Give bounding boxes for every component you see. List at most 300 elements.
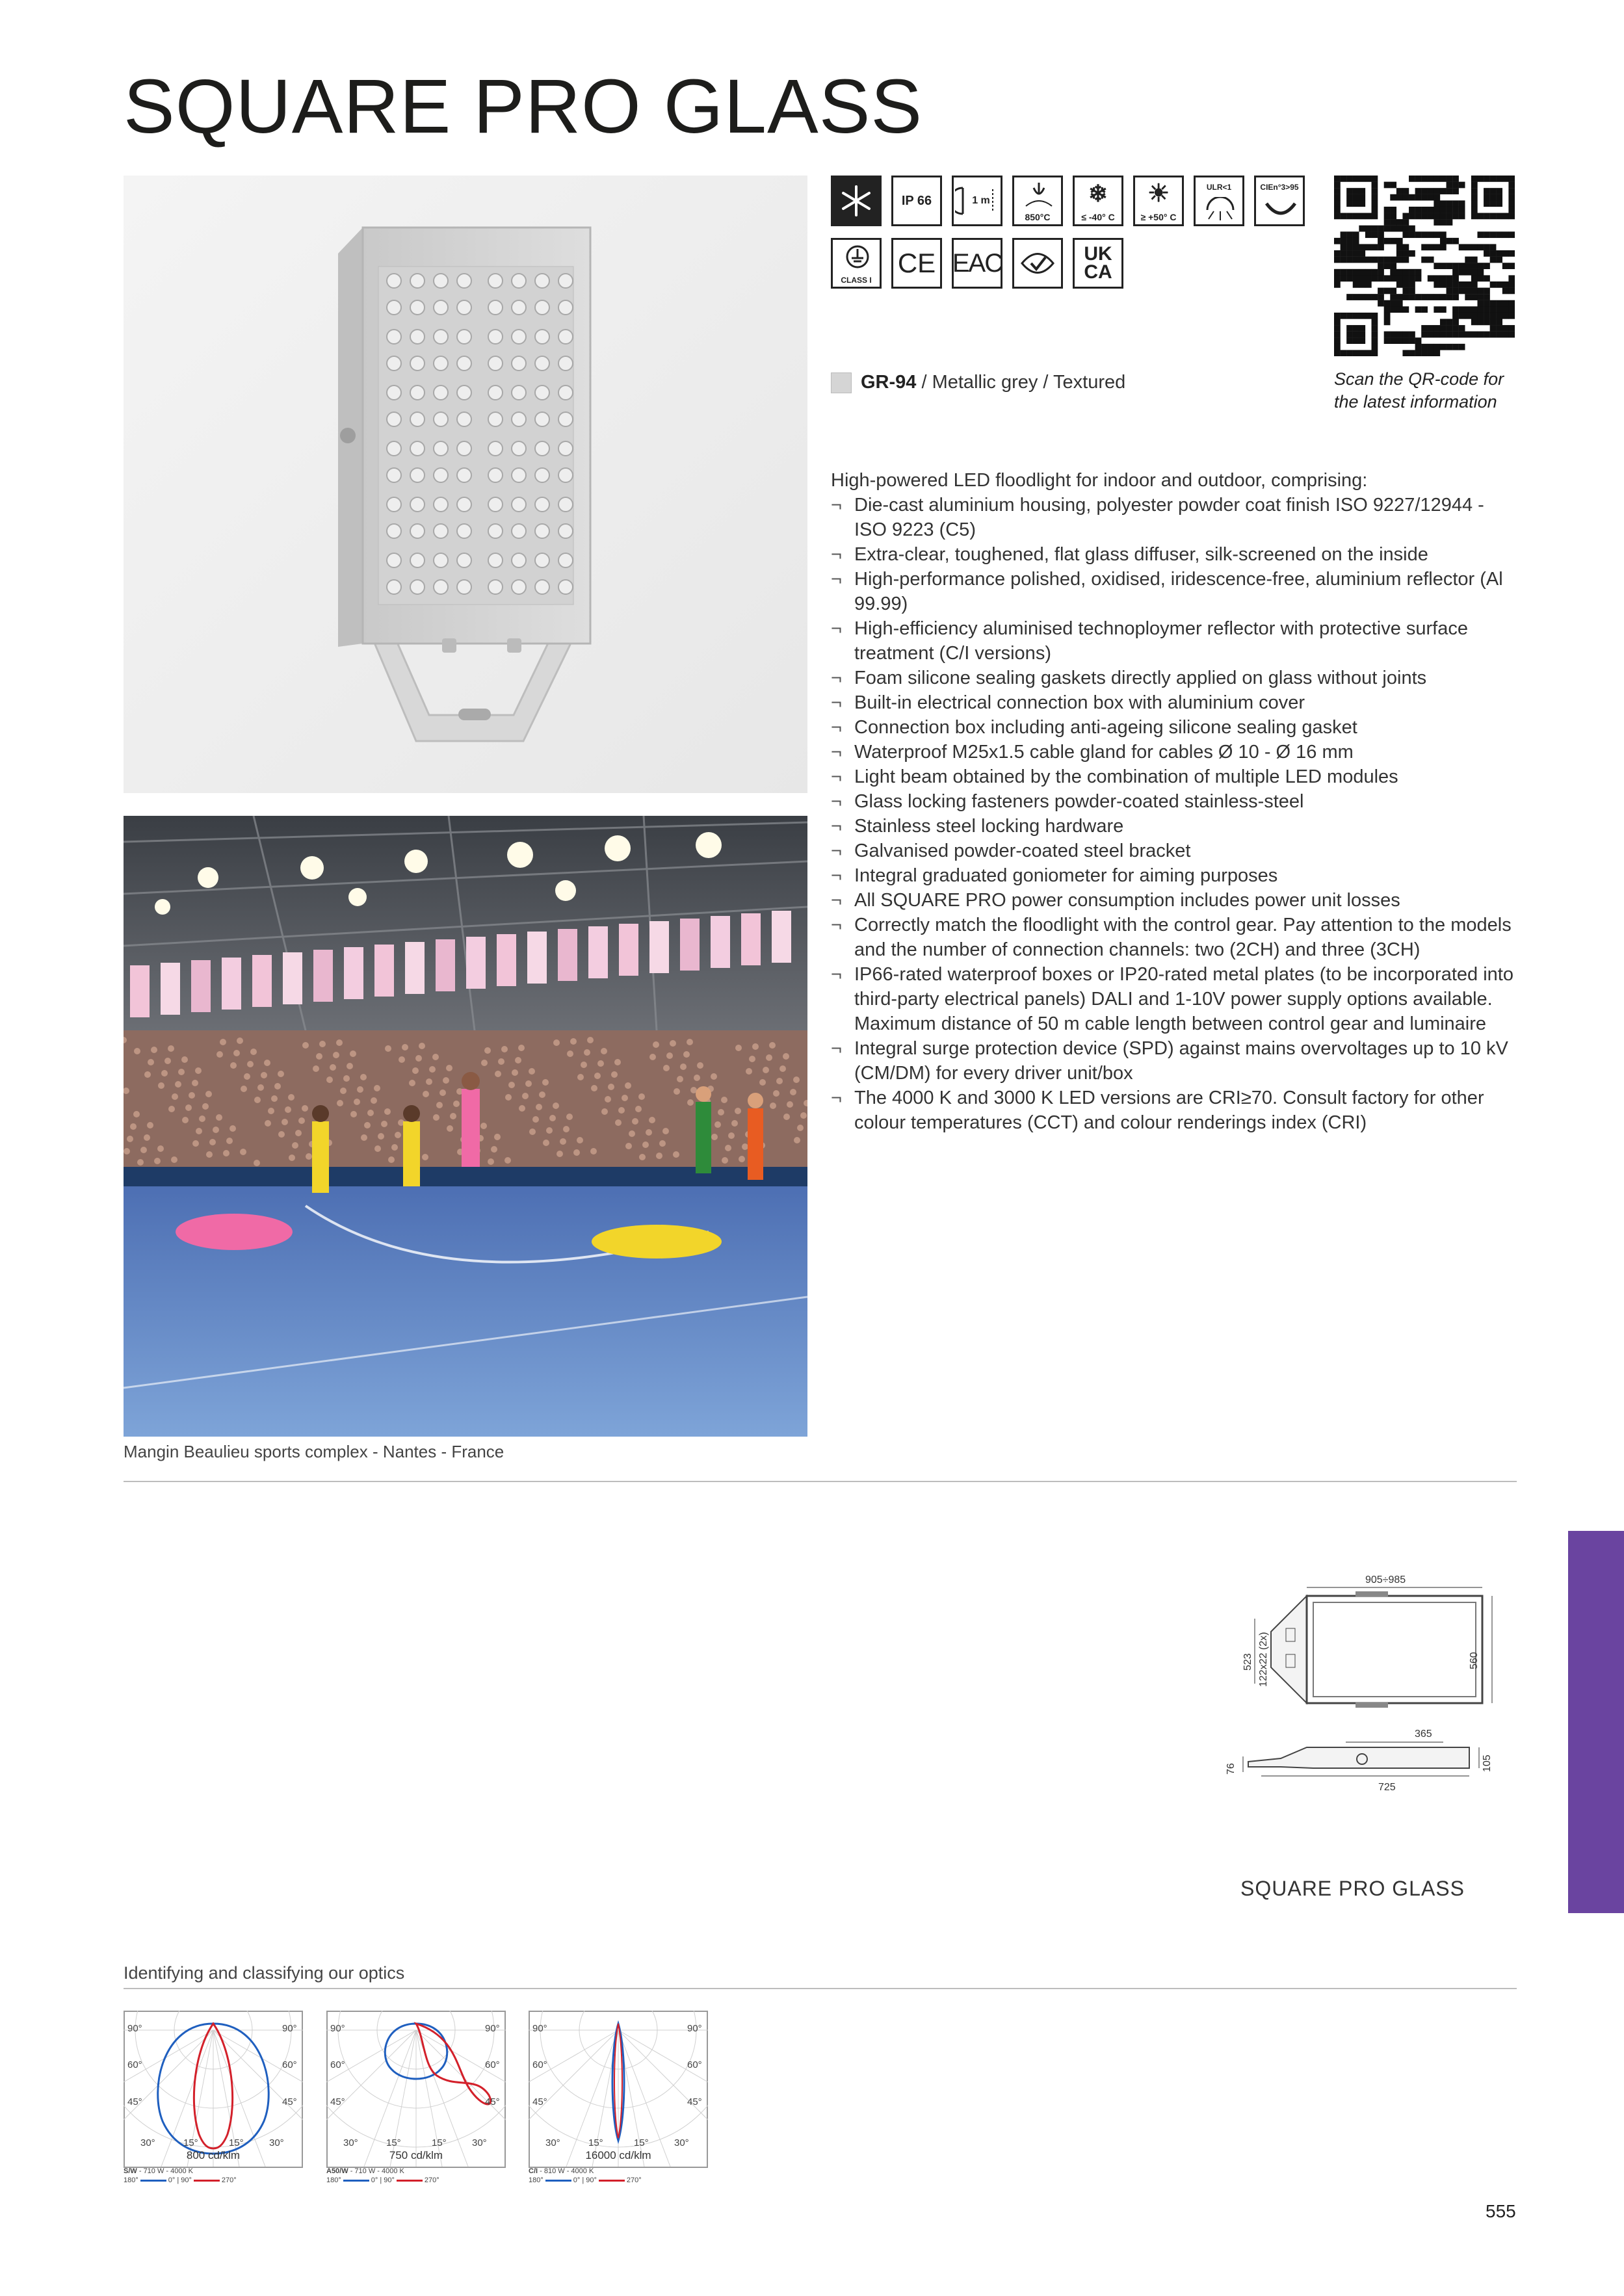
- qr-module: [1396, 294, 1403, 300]
- crowd-dot: [192, 1140, 199, 1147]
- qr-module: [1341, 275, 1347, 281]
- qr-module: [1434, 344, 1440, 350]
- crowd-dot: [230, 1062, 237, 1069]
- qr-module: [1452, 275, 1459, 281]
- crowd-dot: [718, 1109, 724, 1115]
- qr-module: [1447, 213, 1453, 220]
- product-description: [831, 468, 1517, 1135]
- legend-separator: |: [380, 2176, 382, 2184]
- qr-module: [1346, 325, 1353, 332]
- qr-module: [1334, 275, 1341, 281]
- qr-module: [1402, 244, 1409, 250]
- polar-angle-label: 30°: [140, 2137, 155, 2148]
- qr-module: [1502, 313, 1509, 319]
- crowd-dot: [577, 1074, 584, 1080]
- qr-module: [1353, 313, 1359, 319]
- qr-module: [1490, 213, 1497, 220]
- qr-module: [1396, 188, 1403, 194]
- qr-module: [1341, 313, 1347, 319]
- crowd-dot: [646, 1129, 652, 1136]
- crowd-dot: [205, 1091, 212, 1097]
- qr-module: [1508, 231, 1515, 238]
- qr-module: [1341, 231, 1347, 238]
- led-lens: [535, 274, 549, 288]
- qr-module: [1341, 244, 1347, 250]
- qr-module: [1353, 281, 1359, 288]
- polar-angle-label: 90°: [127, 2023, 142, 2034]
- led-lens: [535, 497, 549, 512]
- qr-module: [1452, 176, 1459, 182]
- qr-module: [1471, 263, 1478, 269]
- crowd-dot: [292, 1142, 298, 1149]
- crowd-dot: [663, 1065, 670, 1071]
- polar-angle-label: 60°: [127, 2059, 142, 2070]
- qr-module: [1477, 231, 1484, 238]
- glow-wire-850-icon: 850°C: [1012, 176, 1063, 226]
- qr-module: [1428, 207, 1434, 213]
- led-lens: [488, 412, 503, 426]
- led-lens: [488, 468, 503, 482]
- crowd-dot: [289, 1155, 295, 1161]
- crowd-dot: [794, 1137, 800, 1143]
- qr-module: [1341, 213, 1347, 220]
- legend-red-from: 90°: [586, 2176, 597, 2184]
- crowd-dot: [670, 1040, 676, 1047]
- crowd-dot: [584, 1049, 590, 1056]
- divider: [124, 1988, 1517, 1989]
- dim-side-bottom: 725: [1378, 1782, 1396, 1793]
- qr-module: [1409, 281, 1415, 288]
- qr-module: [1396, 226, 1403, 232]
- qr-module: [1415, 306, 1422, 313]
- ukca-mark-icon: UK CA: [1073, 238, 1123, 289]
- qr-module: [1471, 306, 1478, 313]
- crowd-dot: [313, 1065, 319, 1072]
- polar-angle-label: 15°: [588, 2137, 603, 2148]
- qr-module: [1471, 319, 1478, 325]
- qr-module: [1384, 288, 1391, 294]
- qr-code[interactable]: [1334, 176, 1515, 356]
- qr-module: [1346, 257, 1353, 263]
- polar-angle-label: 60°: [282, 2059, 297, 2070]
- crowd-dot: [388, 1156, 395, 1163]
- qr-module: [1415, 350, 1422, 356]
- qr-module: [1390, 226, 1396, 232]
- qr-module: [1346, 250, 1353, 257]
- qr-module: [1372, 344, 1378, 350]
- qr-module: [1465, 313, 1471, 319]
- qr-module: [1496, 319, 1502, 325]
- polar-angle-label: 45°: [687, 2096, 702, 2107]
- qr-module: [1384, 182, 1391, 189]
- dim-side-left: 76: [1225, 1763, 1237, 1775]
- qr-module: [1359, 350, 1365, 356]
- crowd-dot: [288, 1094, 295, 1101]
- qr-module: [1471, 294, 1478, 300]
- qr-module: [1434, 231, 1440, 238]
- polar-diagram: [529, 2011, 708, 2168]
- qr-module: [1452, 213, 1459, 220]
- rcm-mark-icon: [1012, 238, 1063, 289]
- qr-module: [1372, 200, 1378, 207]
- qr-module: [1415, 275, 1422, 281]
- qr-module: [1359, 250, 1365, 257]
- qr-module: [1471, 275, 1478, 281]
- qr-module: [1402, 231, 1409, 238]
- qr-module: [1440, 325, 1447, 332]
- qr-module: [1465, 294, 1471, 300]
- qr-module: [1353, 231, 1359, 238]
- qr-module: [1471, 213, 1478, 220]
- crowd-dot: [326, 1076, 333, 1083]
- crowd-dot: [147, 1122, 153, 1128]
- qr-module: [1334, 250, 1341, 257]
- led-lens: [488, 497, 503, 512]
- led-lens: [558, 300, 573, 315]
- crowd-dot: [522, 1093, 529, 1099]
- qr-module: [1452, 306, 1459, 313]
- qr-module: [1421, 188, 1428, 194]
- qr-module: [1434, 325, 1440, 332]
- qr-module: [1346, 275, 1353, 281]
- qr-module: [1447, 344, 1453, 350]
- crowd-dot: [790, 1089, 796, 1095]
- qr-module: [1372, 244, 1378, 250]
- qr-module: [1502, 176, 1509, 182]
- description-intro: High-powered LED floodlight for indoor and outdoor, comprising:: [831, 470, 1368, 491]
- qr-module: [1334, 194, 1341, 201]
- crowd-dot: [721, 1097, 727, 1103]
- polar-angle-label: 15°: [634, 2137, 649, 2148]
- led-lens: [558, 385, 573, 400]
- crowd-dot: [481, 1060, 488, 1066]
- arena-banner: [405, 942, 425, 994]
- led-lens: [488, 274, 503, 288]
- qr-module: [1440, 213, 1447, 220]
- led-lens: [410, 441, 425, 456]
- arena-banner: [191, 960, 211, 1012]
- crowd-dot: [415, 1055, 422, 1062]
- polar-angle-label: 60°: [330, 2059, 345, 2070]
- qr-module: [1484, 263, 1490, 269]
- led-lens: [434, 330, 448, 344]
- led-lens: [558, 356, 573, 371]
- qr-module: [1428, 294, 1434, 300]
- qr-module: [1402, 332, 1409, 338]
- crowd-dot: [752, 1043, 759, 1050]
- qr-module: [1447, 188, 1453, 194]
- qr-module: [1471, 207, 1478, 213]
- qr-module: [1434, 350, 1440, 356]
- qr-module: [1484, 332, 1490, 338]
- qr-module: [1378, 244, 1384, 250]
- crowd-dot: [587, 1037, 594, 1043]
- crowd-dot: [680, 1063, 687, 1070]
- legend-blue-to: 0°: [573, 2176, 581, 2184]
- qr-module: [1390, 332, 1396, 338]
- crowd-dot: [759, 1079, 766, 1086]
- feature-item: ¬ High-performance polished, oxidised, iridescence-free, aluminium reflector (Al 99.99): [831, 567, 1517, 616]
- optic-code: S/W: [124, 2167, 137, 2175]
- led-lens: [512, 580, 526, 594]
- led-lens: [410, 580, 425, 594]
- led-lens: [457, 553, 471, 567]
- crowd-dot: [591, 1085, 597, 1091]
- crowd-dot: [611, 1071, 618, 1078]
- crowd-dot: [436, 1102, 443, 1108]
- crowd-dot: [216, 1114, 222, 1121]
- led-lens: [457, 385, 471, 400]
- qr-module: [1353, 194, 1359, 201]
- optic-spec: - 810 W - 4000 K: [540, 2167, 594, 2175]
- qr-module: [1396, 332, 1403, 338]
- led-lens: [410, 356, 425, 371]
- qr-module: [1440, 188, 1447, 194]
- crowd-dot: [615, 1119, 622, 1126]
- led-lens: [387, 553, 401, 567]
- optic-spec: - 710 W - 4000 K: [138, 2167, 193, 2175]
- qr-module: [1447, 281, 1453, 288]
- qr-module: [1396, 244, 1403, 250]
- qr-module: [1508, 313, 1515, 319]
- qr-module: [1484, 294, 1490, 300]
- led-lens: [512, 274, 526, 288]
- crowd-dot: [268, 1108, 274, 1114]
- crowd-dot: [237, 1037, 243, 1044]
- qr-module: [1390, 207, 1396, 213]
- qr-module: [1409, 269, 1415, 276]
- qr-module: [1447, 275, 1453, 281]
- qr-module: [1384, 219, 1391, 226]
- qr-module: [1447, 238, 1453, 244]
- qr-module: [1428, 344, 1434, 350]
- qr-module: [1365, 257, 1372, 263]
- arena-banner: [619, 924, 638, 976]
- max-temp-icon: ☀ ≥ +50° C: [1133, 176, 1184, 226]
- led-lens: [434, 385, 448, 400]
- crowd-dot: [625, 1082, 631, 1089]
- led-lens: [387, 356, 401, 371]
- finish-code: GR-94: [861, 372, 917, 393]
- qr-module: [1353, 238, 1359, 244]
- polar-angle-label: 90°: [330, 2023, 345, 2034]
- qr-module: [1434, 332, 1440, 338]
- qr-module: [1428, 350, 1434, 356]
- crowd-dot: [735, 1045, 742, 1051]
- qr-module: [1402, 281, 1409, 288]
- qr-module: [1490, 313, 1497, 319]
- qr-module: [1334, 344, 1341, 350]
- crowd-dot: [495, 1071, 501, 1077]
- feature-item: ¬ Galvanised powder-coated steel bracket: [831, 839, 1517, 863]
- qr-module: [1334, 269, 1341, 276]
- qr-module: [1447, 319, 1453, 325]
- arena-banner: [283, 952, 302, 1004]
- qr-module: [1359, 275, 1365, 281]
- class-i-icon: CLASS I: [831, 238, 882, 289]
- qr-module: [1372, 319, 1378, 325]
- crowd-dot: [229, 1125, 236, 1132]
- qr-module: [1508, 194, 1515, 201]
- optics-title: Identifying and classifying our optics: [124, 1963, 405, 1983]
- qr-module: [1440, 244, 1447, 250]
- crowd-dot: [498, 1058, 504, 1065]
- legend-red-line: [397, 2180, 423, 2182]
- qr-module: [1372, 188, 1378, 194]
- crowd-dot: [395, 1132, 401, 1138]
- qr-module: [1471, 269, 1478, 276]
- led-lens: [457, 330, 471, 344]
- qr-module: [1471, 257, 1478, 263]
- led-lens: [410, 385, 425, 400]
- crowd-dot: [189, 1092, 195, 1099]
- qr-module: [1484, 200, 1490, 207]
- crowd-dot: [543, 1140, 549, 1146]
- led-lens: [457, 356, 471, 371]
- crowd-dot: [347, 1063, 353, 1069]
- qr-module: [1409, 207, 1415, 213]
- crowd-dot: [605, 1096, 611, 1102]
- feature-item: ¬ Correctly match the floodlight with the control gear. Pay attention to the models and the number of connection channels: two (2CH) and three (3CH): [831, 913, 1517, 962]
- qr-module: [1359, 244, 1365, 250]
- optic-code: C/I: [529, 2167, 538, 2175]
- qr-module: [1496, 300, 1502, 307]
- led-lens: [558, 580, 573, 594]
- crowd-dot: [175, 1081, 181, 1088]
- crowd-dot: [419, 1043, 425, 1049]
- ip66-icon: IP 66: [891, 176, 942, 226]
- qr-module: [1421, 344, 1428, 350]
- qr-module: [1465, 263, 1471, 269]
- qr-module: [1428, 176, 1434, 182]
- crowd-dot: [433, 1114, 439, 1121]
- crowd-dot: [399, 1056, 405, 1063]
- qr-module: [1459, 244, 1465, 250]
- qr-module: [1484, 319, 1490, 325]
- legend-red-from: 90°: [384, 2176, 395, 2184]
- qr-module: [1409, 275, 1415, 281]
- qr-module: [1402, 306, 1409, 313]
- polar-angle-label: 45°: [485, 2096, 500, 2107]
- qr-module: [1409, 194, 1415, 201]
- crowd-dot: [653, 1041, 659, 1048]
- qr-module: [1440, 294, 1447, 300]
- crowd-dot: [488, 1158, 494, 1165]
- qr-module: [1365, 244, 1372, 250]
- qr-module: [1402, 288, 1409, 294]
- qr-module: [1346, 244, 1353, 250]
- led-asterisk-icon: [831, 176, 882, 226]
- qr-module: [1353, 294, 1359, 300]
- qr-module: [1402, 213, 1409, 220]
- qr-module: [1440, 200, 1447, 207]
- polar-legend: [124, 2167, 237, 2185]
- led-lens: [558, 412, 573, 426]
- qr-module: [1415, 213, 1422, 220]
- crowd-dot: [247, 1061, 254, 1067]
- qr-module: [1428, 332, 1434, 338]
- qr-module: [1440, 319, 1447, 325]
- qr-module: [1353, 325, 1359, 332]
- section-tab: [1568, 1531, 1624, 1913]
- led-lens: [512, 356, 526, 371]
- qr-module: [1372, 337, 1378, 344]
- led-lens: [410, 468, 425, 482]
- qr-module: [1502, 281, 1509, 288]
- crowd-dot: [361, 1134, 367, 1141]
- qr-module: [1359, 257, 1365, 263]
- crowd-dot: [127, 1136, 133, 1142]
- crowd-dot: [432, 1054, 439, 1060]
- qr-module: [1452, 188, 1459, 194]
- page-number: 555: [1486, 2201, 1516, 2221]
- qr-module: [1421, 306, 1428, 313]
- arena-banner: [374, 945, 394, 997]
- feature-item: ¬ Foam silicone sealing gaskets directly applied on glass without joints: [831, 666, 1517, 690]
- polar-intensity-value: 800 cd/klm: [186, 2149, 241, 2161]
- qr-module: [1365, 176, 1372, 182]
- qr-module: [1384, 313, 1391, 319]
- arena-banner: [711, 916, 730, 968]
- led-lens: [410, 553, 425, 567]
- crowd-dot: [423, 1091, 429, 1097]
- qr-module: [1502, 325, 1509, 332]
- qr-module: [1334, 176, 1341, 182]
- qr-module: [1346, 337, 1353, 344]
- feature-item: ¬ High-efficiency aluminised technoploymer reflector with protective surface treatment (C/I versions): [831, 616, 1517, 666]
- qr-module: [1490, 257, 1497, 263]
- dimension-drawing: [1209, 1573, 1495, 1814]
- crowd-dot: [274, 1083, 281, 1089]
- feature-item: ¬ The 4000 K and 3000 K LED versions are CRI≥70. Consult factory for other colour temperatures (CCT) and colour renderings index (CRI): [831, 1086, 1517, 1135]
- qr-module: [1372, 269, 1378, 276]
- qr-module: [1346, 238, 1353, 244]
- crowd-dot: [642, 1141, 649, 1148]
- crowd-dot: [687, 1099, 694, 1106]
- crowd-dot: [354, 1099, 360, 1105]
- qr-module: [1502, 288, 1509, 294]
- crowd-dot: [140, 1147, 147, 1153]
- qr-module: [1484, 188, 1490, 194]
- qr-module: [1434, 263, 1440, 269]
- ce-mark-icon: CE: [891, 238, 942, 289]
- qr-module: [1508, 200, 1515, 207]
- feature-item: ¬ Integral graduated goniometer for aiming purposes: [831, 863, 1517, 888]
- qr-module: [1434, 176, 1440, 182]
- led-lens: [512, 300, 526, 315]
- crowd-dot: [151, 1047, 157, 1053]
- qr-module: [1390, 337, 1396, 344]
- crowd-dot: [687, 1039, 693, 1045]
- crowd-dot: [779, 1065, 786, 1072]
- polar-legend: [529, 2167, 642, 2185]
- led-lens: [488, 300, 503, 315]
- crowd-dot: [601, 1108, 608, 1115]
- led-lens: [488, 330, 503, 344]
- qr-module: [1378, 288, 1384, 294]
- qr-module: [1365, 294, 1372, 300]
- crowd-dot: [491, 1146, 497, 1153]
- qr-module: [1372, 194, 1378, 201]
- qr-module: [1484, 176, 1490, 182]
- qr-module: [1477, 319, 1484, 325]
- led-lens: [457, 300, 471, 315]
- qr-module: [1396, 300, 1403, 307]
- qr-module: [1365, 269, 1372, 276]
- crowd-dot: [409, 1080, 415, 1086]
- qr-module: [1334, 337, 1341, 344]
- arena-banner: [558, 929, 577, 981]
